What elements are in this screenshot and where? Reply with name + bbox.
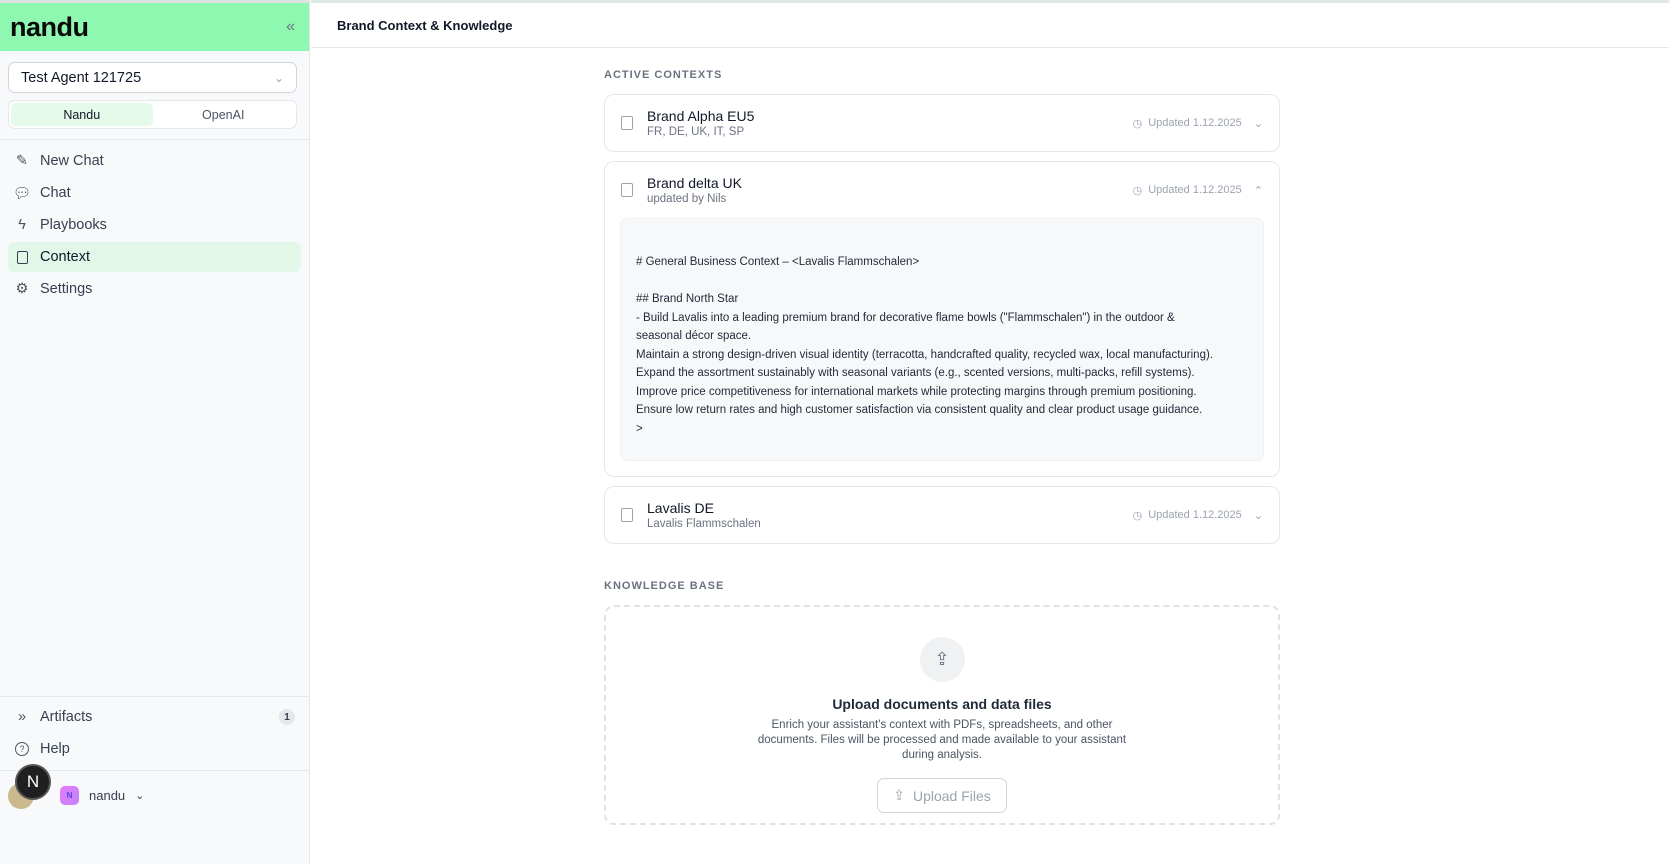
context-card: [604, 486, 1280, 544]
mode-nandu[interactable]: Nandu: [11, 103, 153, 126]
upload-files-button[interactable]: [877, 778, 1007, 813]
artifacts-count-badge: 1: [279, 709, 295, 725]
nav-label: Settings: [40, 281, 93, 297]
context-updated: Updated 1.12.2025: [1148, 509, 1242, 521]
gear-icon: ⚙: [15, 281, 29, 297]
upload-icon: ⇪: [920, 637, 965, 682]
sidebar-item-context[interactable]: [8, 242, 301, 272]
active-contexts-heading: ACTIVE CONTEXTS: [604, 69, 723, 81]
context-title: Lavalis DE: [647, 500, 714, 516]
context-body: # General Business Context – <Lavalis Flammschalen> ## Brand North Star - Build Lavalis into a leading premium brand for decorative flame bowls ("Flammschalen") in the outdoor & seasonal décor space. Maintain a strong design-driven visual identity (terracotta, handcrafted quality, recycled wax, local manufacturing). Expand the assortment sustainably with seasonal variants (e.g., scented versions, multi-packs, refill systems). Improve price competitiveness for international markets while protecting margins through premium positioning. Ensure low return rates and high customer satisfaction via consistent quality and clear product usage guidance. >: [620, 218, 1264, 461]
org-name: nandu: [89, 788, 126, 803]
context-updated: Updated 1.12.2025: [1148, 117, 1242, 129]
document-icon: [621, 183, 633, 197]
sidebar-item-artifacts[interactable]: [8, 702, 301, 732]
upload-dropzone[interactable]: [604, 605, 1280, 825]
context-updated: Updated 1.12.2025: [1148, 184, 1242, 196]
chevron-up-icon[interactable]: ⌃: [1253, 184, 1263, 197]
sidebar-item-chat[interactable]: [8, 178, 301, 208]
nav-label: Help: [40, 741, 70, 757]
page-title: Brand Context & Knowledge: [311, 3, 1669, 48]
upload-description: Enrich your assistant's context with PDFs, spreadsheets, and other documents. Files will be processed and made available to your assistant during analysis.: [757, 719, 1127, 761]
provider-toggle: [8, 100, 297, 129]
sidebar: [0, 0, 310, 864]
clock-icon: ◷: [1132, 117, 1143, 130]
content: [604, 69, 1280, 825]
brand-bar: [0, 3, 309, 51]
document-icon: [621, 116, 633, 130]
edit-icon: ✎: [15, 153, 29, 169]
nav-label: Playbooks: [40, 217, 107, 233]
nav-label: Context: [40, 249, 90, 265]
context-subtitle: Lavalis Flammschalen: [647, 518, 761, 530]
mode-openai[interactable]: OpenAI: [202, 107, 245, 122]
upload-title: Upload documents and data files: [832, 696, 1052, 712]
sidebar-item-help[interactable]: [8, 734, 301, 764]
bolt-icon: ϟ: [18, 217, 26, 233]
sidebar-item-settings[interactable]: [8, 274, 301, 304]
org-avatar: N: [60, 786, 79, 805]
context-card: [604, 161, 1280, 477]
sidebar-item-playbooks[interactable]: [8, 210, 301, 240]
user-initial-badge[interactable]: N: [15, 764, 51, 800]
context-subtitle: FR, DE, UK, IT, SP: [647, 126, 745, 138]
context-card-header[interactable]: [605, 487, 1279, 543]
nav-label: Artifacts: [40, 709, 93, 725]
agent-select-value: Test Agent 121725: [21, 69, 142, 86]
agent-select[interactable]: [8, 62, 297, 93]
clock-icon: ◷: [1132, 509, 1143, 522]
context-card-header[interactable]: [605, 95, 1279, 151]
nav: [0, 140, 309, 312]
collapse-sidebar-icon[interactable]: «: [286, 18, 295, 35]
document-icon: [14, 249, 30, 265]
upload-icon: ⇪: [893, 787, 905, 803]
context-subtitle: updated by Nils: [647, 193, 727, 205]
user-menu[interactable]: [0, 770, 309, 820]
nav-label: Chat: [40, 185, 71, 201]
chevron-down-icon[interactable]: ⌄: [1253, 117, 1263, 130]
clock-icon: ◷: [1132, 184, 1143, 197]
nav-label: New Chat: [40, 153, 104, 169]
chat-icon: 💬︎: [12, 185, 32, 202]
context-title: Brand Alpha EU5: [647, 108, 755, 124]
chevron-down-icon: ⌄: [273, 70, 284, 85]
sidebar-item-new-chat[interactable]: [8, 146, 301, 176]
knowledge-base-heading: KNOWLEDGE BASE: [604, 580, 725, 592]
context-title: Brand delta UK: [647, 175, 742, 191]
chevron-down-icon[interactable]: ⌄: [1253, 509, 1263, 522]
logo: nandu: [10, 11, 89, 42]
chevrons-right-icon: »: [17, 709, 27, 725]
main: [311, 0, 1669, 864]
upload-files-label: Upload Files: [912, 787, 991, 804]
chevron-down-icon: ⌄: [135, 790, 145, 802]
context-card: [604, 94, 1280, 152]
document-icon: [621, 508, 633, 522]
help-icon: ?: [14, 741, 30, 757]
sidebar-bottom: [0, 696, 309, 771]
context-card-header[interactable]: [605, 162, 1279, 218]
